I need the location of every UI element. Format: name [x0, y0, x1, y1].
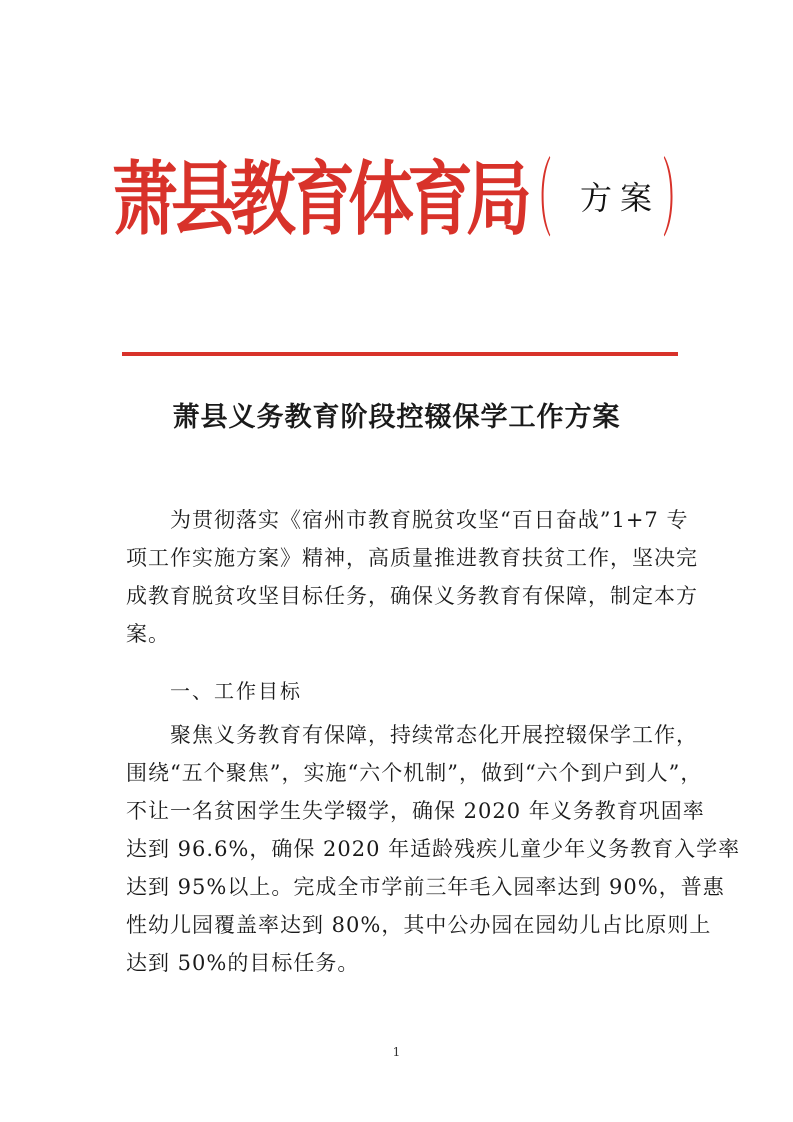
intro-line: 案。 — [126, 622, 170, 646]
section-heading: 一、工作目标 — [170, 679, 302, 703]
intro-line: 为贯彻落实《宿州市教育脱贫攻坚“百日奋战”1+7 专 — [170, 508, 689, 532]
body-line: 不让一名贫困学生失学辍学，确保 2020 年义务教育巩固率 — [126, 799, 705, 823]
right-parenthesis: ） — [662, 150, 693, 250]
intro-line: 项工作实施方案》精神，高质量推进教育扶贫工作，坚决完 — [126, 546, 698, 570]
body-line: 达到 50%的目标任务。 — [126, 951, 360, 975]
left-parenthesis: （ — [522, 150, 553, 250]
intro-line: 成教育脱贫攻坚目标任务，确保义务教育有保障，制定本方 — [126, 584, 698, 608]
body-line: 聚焦义务教育有保障，持续常态化开展控辍保学工作， — [170, 723, 698, 747]
document-type: 方案 — [580, 179, 661, 217]
page-number: 1 — [392, 1045, 401, 1059]
intro-paragraph — [126, 501, 698, 653]
document-title: 萧县义务教育阶段控辍保学工作方案 — [172, 402, 621, 433]
body-line: 达到 95%以上。完成全市学前三年毛入园率达到 90%，普惠 — [126, 875, 725, 899]
body-line: 达到 96.6%，确保 2020 年适龄残疾儿童少年义务教育入学率 — [126, 837, 741, 861]
issuing-authority-name: 萧县教育体育局 — [112, 153, 526, 246]
body-line: 围绕“五个聚焦”，实施“六个机制”，做到“六个到户到人”， — [126, 761, 703, 785]
red-separator-line — [122, 352, 678, 356]
red-header — [112, 150, 712, 260]
section-paragraph — [126, 716, 741, 982]
body-line: 性幼儿园覆盖率达到 80%，其中公办园在园幼儿占比原则上 — [126, 913, 712, 937]
